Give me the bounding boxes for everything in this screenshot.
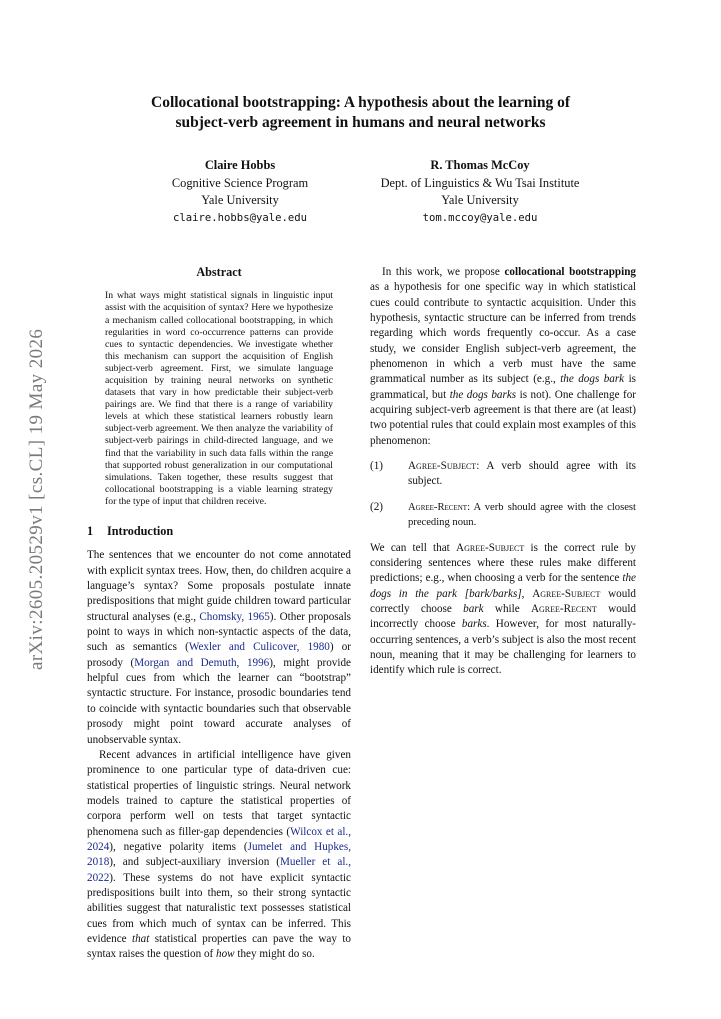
section-heading-introduction: [87, 524, 351, 539]
abstract-heading: Abstract: [196, 265, 242, 279]
section-number: 1: [87, 524, 94, 539]
citation-wilcox[interactable]: Wilcox et al., 2024: [87, 825, 352, 853]
paper-title: [95, 93, 626, 133]
example-number: (2): [370, 500, 383, 513]
intro-paragraph-2: Recent advances in artificial intelligence have given prominence to one particular type of data-driven cue: statistical properties of linguistic strings. Neural network models trained to capture the statistical properties of corpora perform well on tests that target syntactic phenomena such as filler-gap dependencies (Wilcox et al., 2024), negative polarity items (Jumelet and Hupkes, 2018), and subject-auxiliary inversion (Mueller et al., 2022). These systems do not have explicit syntactic predispositions built into them, so their strong syntactic abilities suggest that naturalistic text possesses statistical cues from which much of syntax can be inferred. This evidence that statistical properties can pave the way to syntax raises the question of how they might do so.: [87, 748, 352, 961]
author-university: Yale University: [201, 193, 279, 207]
author-university: Yale University: [441, 193, 519, 207]
example-text: Agree-Subject: A verb should agree with its subject.: [408, 460, 636, 488]
citation-wexler[interactable]: Wexler and Culicover, 1980: [188, 641, 330, 654]
title-line-1: Collocational bootstrapping: A hypothesis about the learning of: [151, 94, 570, 111]
author-email[interactable]: tom.mccoy@yale.edu: [422, 211, 538, 224]
author-block-2: [350, 157, 610, 227]
citation-mueller[interactable]: Mueller et al., 2022: [87, 856, 351, 884]
intro-paragraph-1: The sentences that we encounter do not come annotated with explicit syntax trees. How, then, do children acquire a language’s syntax? Some proposals postulate innate predispositions that might guide children toward particular structural analyses (e.g., Chomsky, 1965). Other proposals point to ways in which non-syntactic aspects of the data, such as semantics (Wexler and Culicover, 1980) or prosody (Morgan and Demuth, 1996), might provide helpful cues from which the learner can “bootstrap” syntactic structure. For instance, prosodic boundaries tend to coincide with syntactic boundaries such that observable prosody might point toward accurate analyses of unobservable syntax.: [87, 549, 351, 746]
author-affiliation: Dept. of Linguistics & Wu Tsai Institute: [380, 175, 580, 190]
author-name: Claire Hobbs: [204, 158, 276, 172]
left-column: [87, 265, 351, 963]
author-email[interactable]: claire.hobbs@yale.edu: [173, 211, 307, 224]
example-text: Agree-Recent: A verb should agree with the closest preceding noun.: [408, 501, 636, 529]
example-2: [370, 500, 636, 531]
citation-chomsky[interactable]: Chomsky, 1965: [199, 610, 270, 623]
example-1: [370, 459, 636, 490]
arxiv-stamp: arXiv:2605.20529v1 [cs.CL] 19 May 2026: [26, 328, 47, 670]
title-line-2: subject-verb agreement in humans and neural networks: [175, 114, 546, 131]
abstract-text: In what ways might statistical signals in linguistic input assist with the acquisition of syntax? Here we hypothesize a mechanism called collocational bootstrapping, in which regularities in word co-occurrence patterns can provide cues to syntactic dependencies. We investigate whether this mechanism can support the acquisition of English subject-verb agreement. First, we simulate language acquisition by training neural networks on synthetic datasets that vary in how predictable their subject-verb pairings are. We find that there is a range of variability levels at which these statistical learners robustly learn subject-verb agreement. We then analyze the variability of subject-verb pairings in child-directed language, and we find that the variability in such data falls within the range that supported robust generalization in our computational simulations. Taken together, these results suggest that collocational bootstrapping is a viable learning strategy for the type of input that children receive.: [105, 290, 333, 507]
author-affiliation: Cognitive Science Program: [171, 175, 309, 190]
intro-paragraph-3: In this work, we propose collocational bootstrapping as a hypothesis for one specific way in which statistical cues could contribute to syntactic acquisition. Under this hypothesis, syntactic structure can be inferred from trends regarding which words frequently co-occur. As a case study, we consider English subject-verb agreement, the phenomenon in which a verb must have the same grammatical number as its subject (e.g., the dogs bark is grammatical, but the dogs barks is not). One challenge for acquiring subject-verb agreement is that there are (at least) two potential rules that could explain most examples of this phenomenon:: [370, 266, 637, 447]
citation-morgan[interactable]: Morgan and Demuth, 1996: [134, 656, 270, 669]
example-number: (1): [370, 460, 383, 473]
intro-paragraph-4: We can tell that Agree-Subject is the correct rule by considering sentences where these rules make different predictions; e.g., when choosing a verb for the sentence the dogs in the park [bark/barks], Agree-Subject would correctly choose bark while Agree-Recent would incorrectly choose barks. However, for most naturally-occurring sentences, a verb’s subject is also the most recent noun, meaning that it may be challenging for learners to identify which rule is correct.: [370, 541, 637, 677]
section-title: Introduction: [107, 524, 174, 539]
author-block-1: [140, 157, 340, 227]
citation-jumelet[interactable]: Jumelet and Hupkes, 2018: [87, 840, 351, 869]
right-column: [370, 265, 636, 679]
author-name: R. Thomas McCoy: [430, 158, 530, 172]
term-collocational-bootstrapping: collocational bootstrapping: [504, 266, 636, 278]
